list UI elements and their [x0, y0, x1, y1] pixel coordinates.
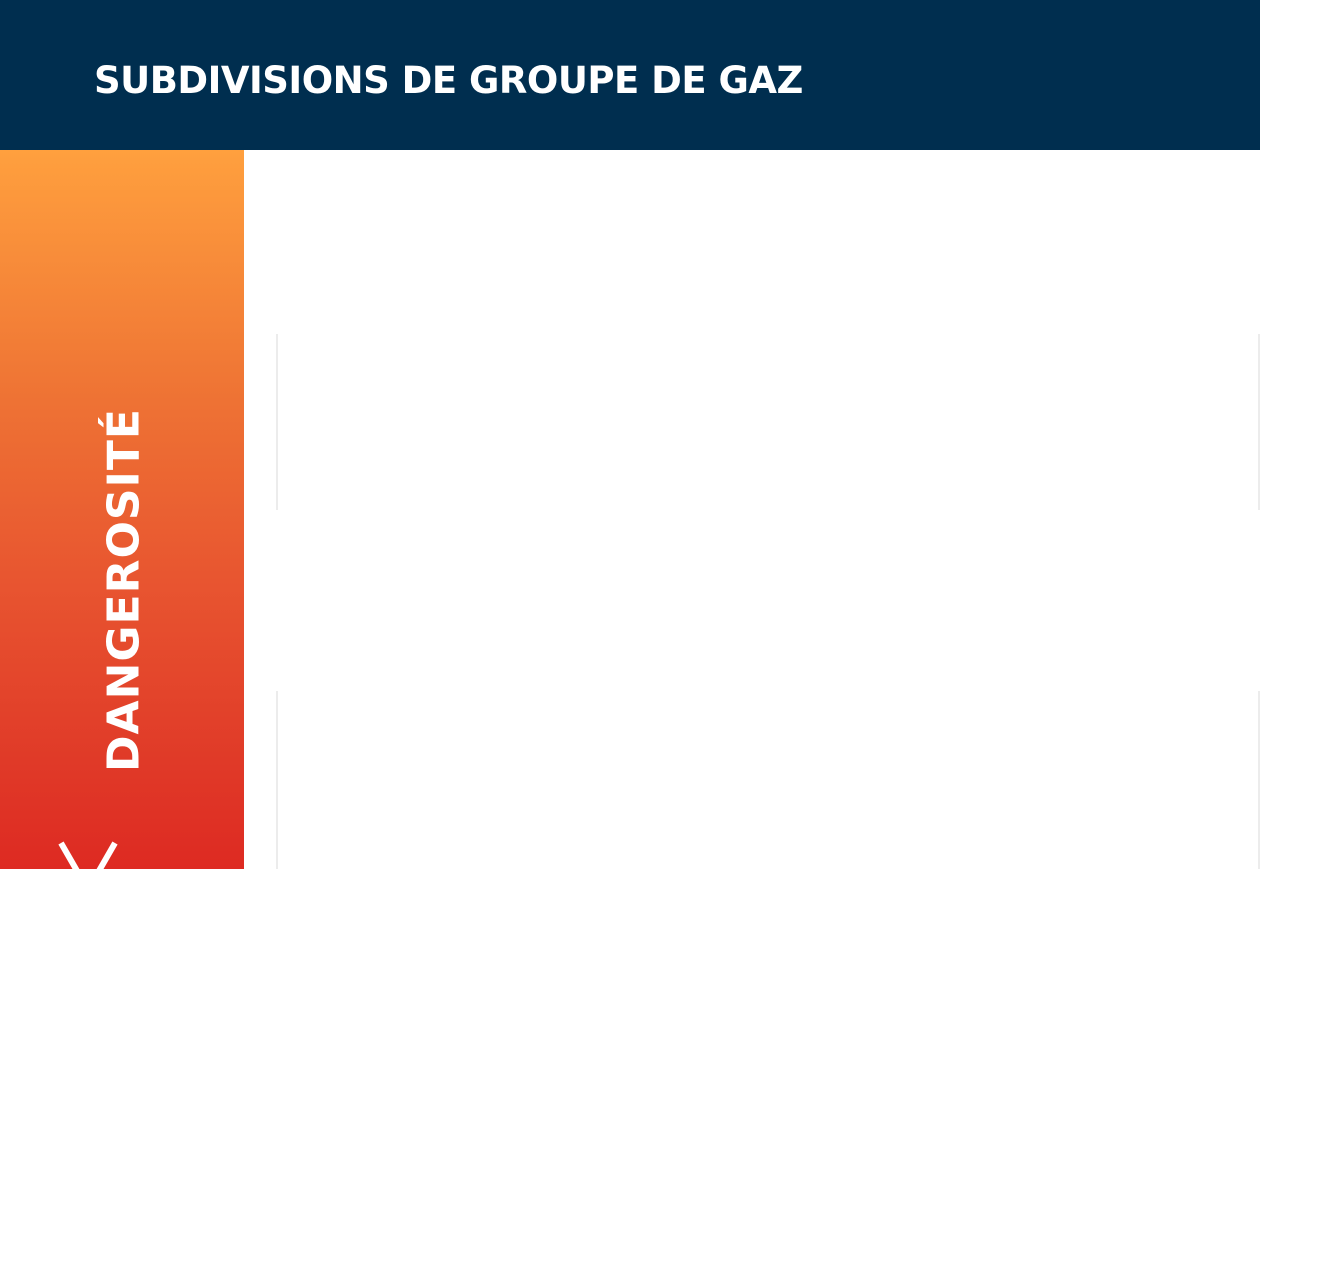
gas-group-panel-lower — [276, 691, 1260, 869]
gas-group-panel-upper — [276, 334, 1260, 510]
header-bar — [0, 0, 1260, 150]
page-title: SUBDIVISIONS DE GROUPE DE GAZ — [94, 59, 803, 102]
chevron-down-icon — [58, 840, 118, 896]
danger-label: DANGEROSITÉ — [98, 408, 150, 772]
danger-gradient-bar — [0, 150, 244, 869]
